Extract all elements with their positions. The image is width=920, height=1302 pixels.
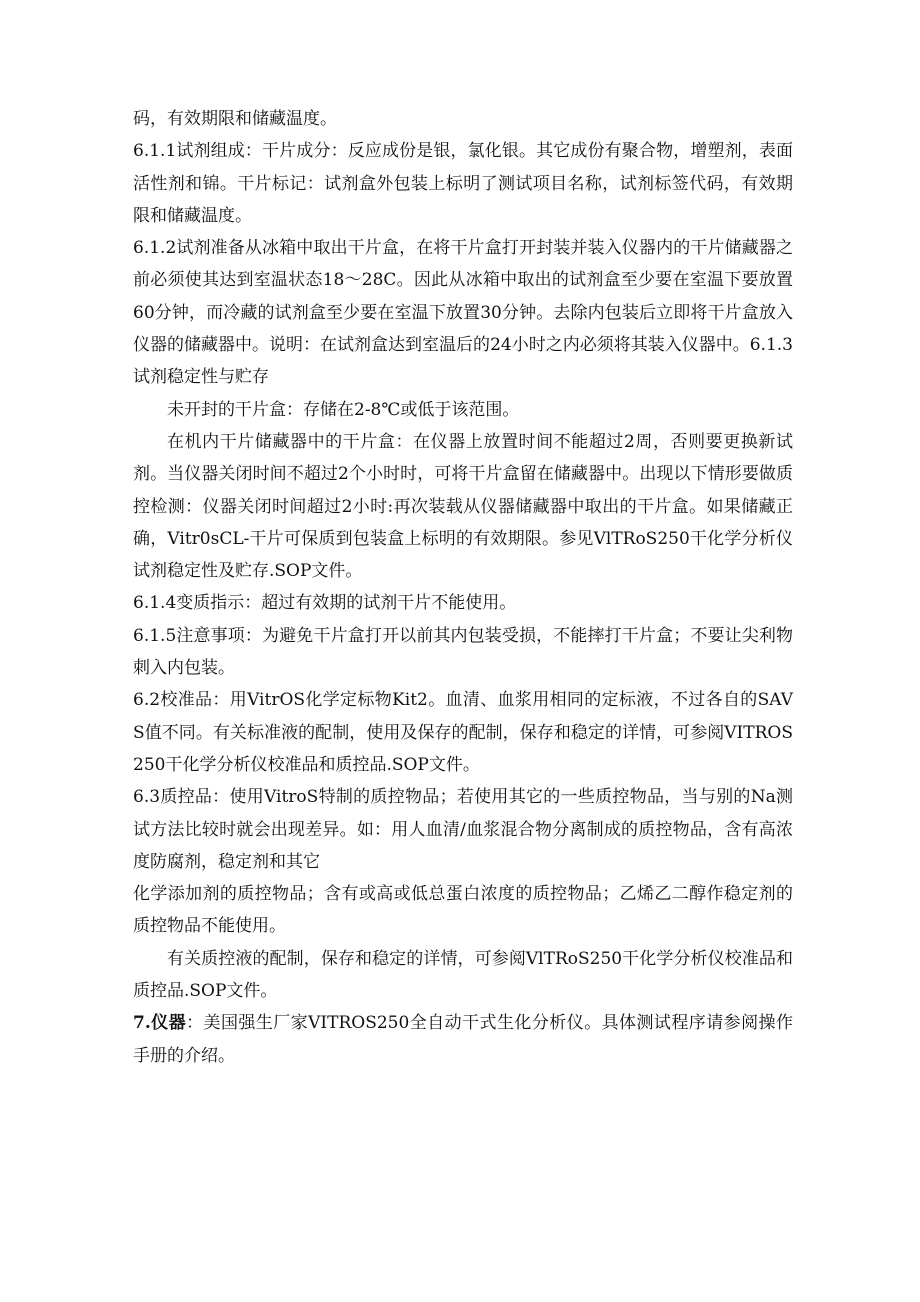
paragraph-7-instrument: [133, 1007, 793, 1072]
paragraph-6-1-4: 6.1.4变质指示：超过有效期的试剂干片不能使用。: [133, 593, 517, 614]
paragraph-6-3-continued: 化学添加剂的质控物品；含有或高或低总蛋白浓度的质控物品；乙烯乙二醇作稳定剂的质控物品不能使用。: [133, 884, 793, 937]
instrument-text: ：美国强生厂家VITROS250全自动干式生化分析仪。具体测试程序请参阅操作手册的介绍。: [133, 1013, 793, 1066]
paragraph-6-3: 6.3质控品：使用VitroS特制的质控物品；若使用其它的一些质控物品，当与别的Na测试方法比较时就会出现差异。如：用人血清/血浆混合物分离制成的质控物品，含有高浓度防腐剂，稳定剂和其它: [133, 787, 793, 872]
instrument-heading: 7.仪器: [133, 1013, 187, 1034]
paragraph-6-1-5: 6.1.5注意事项：为避免干片盒打开以前其内包装受损，不能摔打干片盒；不要让尖利物刺入内包装。: [133, 625, 793, 679]
paragraph-1: 码，有效期限和储藏温度。: [133, 109, 337, 129]
document-page: [133, 103, 793, 1072]
paragraph-6-1-2: 6.1.2试剂准备从冰箱中取出干片盒，在将干片盒打开封装并装入仪器内的干片储藏器之前必须使其达到室温状态18～28C。因此从冰箱中取出的试剂盒至少要在室温下要放置60分钟，而冷藏的试剂盒至少要在室温下放置30分钟。去除内包装后立即将干片盒放入仪器的储藏器中。说明：在试剂盒达到室温后的24小时之内必须将其装入仪器中。6.1.3试剂稳定性与贮存: [133, 238, 793, 388]
paragraph-6-1-1: 6.1.1试剂组成：干片成分：反应成份是银，氯化银。其它成份有聚合物，增塑剂，表面活性剂和锦。干片标记：试剂盒外包装上标明了测试项目名称，试剂标签代码，有效期限和储藏温度。: [133, 141, 793, 226]
paragraph-qc-prep: 有关质控液的配制，保存和稳定的详情，可参阅VlTRoS250干化学分析仪校准品和质控品.SOP文件。: [133, 948, 793, 1002]
paragraph-onboard-storage: 在机内干片储藏器中的干片盒：在仪器上放置时间不能超过2周，否则要更换新试剂。当仪器关闭时间不超过2个小时时，可将干片盒留在储藏器中。出现以下情形要做质控检测：仪器关闭时间超过2小时:再次装载从仪器储藏器中取出的干片盒。如果储藏正确，Vitr0sCL-干片可保质到包装盒上标明的有效期限。参见VlTRoS250干化学分析仪试剂稳定性及贮存.SOP文件。: [133, 431, 793, 582]
paragraph-6-2: 6.2校准品：用VitrOS化学定标物Kit2。血清、血浆用相同的定标液，不过各自的SAVS值不同。有关标准液的配制，使用及保存的配制，保存和稳定的详情，可参阅VITROS250干化学分析仪校准品和质控品.SOP文件。: [133, 690, 793, 775]
paragraph-unopened-storage: 未开封的干片盒：存储在2-8℃或低于该范围。: [167, 399, 520, 420]
